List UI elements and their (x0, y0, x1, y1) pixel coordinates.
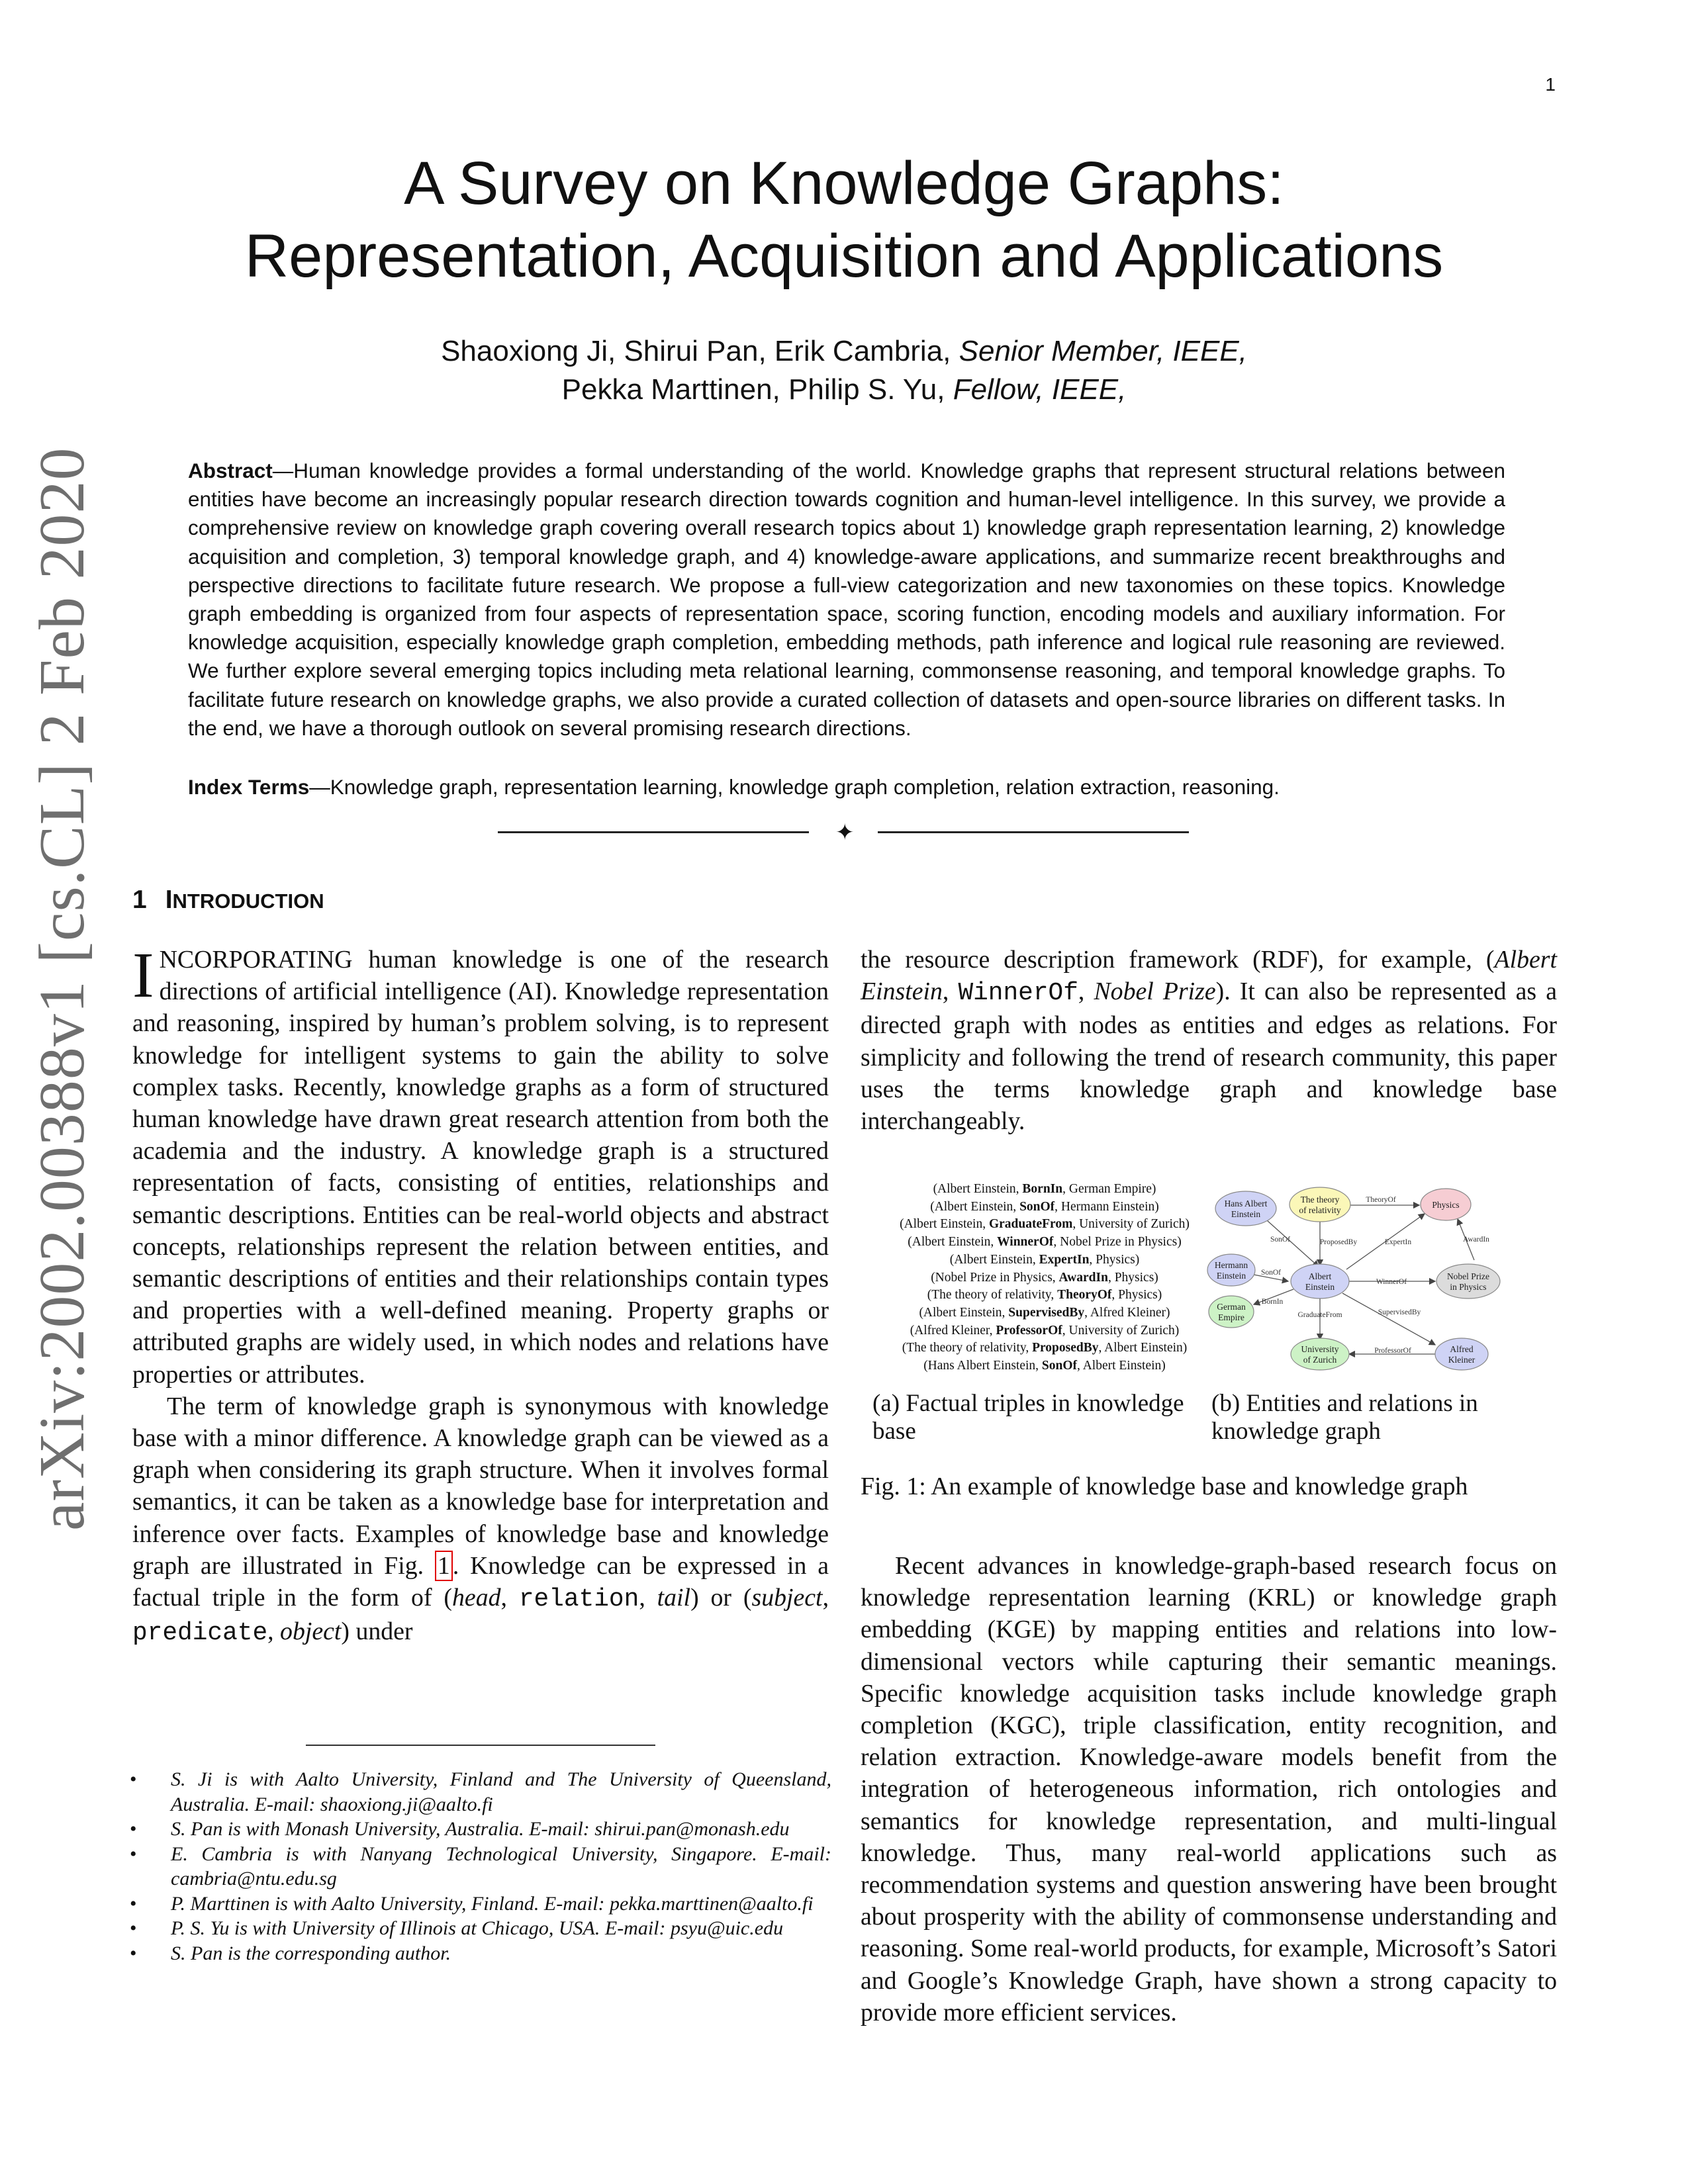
triple-head: (The theory of relativity, (927, 1288, 1058, 1302)
authors-names-1: Shaoxiong Ji, Shirui Pan, Erik Cambria, (441, 335, 951, 367)
triple-relation: ProposedBy (1032, 1341, 1099, 1355)
footnote-list (130, 1767, 831, 1966)
node-text: University (1301, 1344, 1339, 1354)
triple-relation: ExpertIn (1039, 1252, 1090, 1267)
p2-object: object (280, 1617, 342, 1646)
triple-head: (Albert Einstein, (930, 1199, 1020, 1214)
triple-tail: , Nobel Prize in Physics) (1053, 1235, 1182, 1250)
footnote-rule (306, 1745, 655, 1746)
title-line-2: Representation, Acquisition and Applications (244, 222, 1444, 290)
triple-head: (Albert Einstein, (900, 1217, 989, 1232)
intro-paragraph-1 (132, 940, 829, 1390)
triple-head: (Hans Albert Einstein, (923, 1359, 1042, 1373)
rdf-sep-1: , (942, 978, 959, 1006)
node-text: Alfred (1450, 1344, 1474, 1354)
node-hermann (1207, 1254, 1255, 1286)
divider-line-right (878, 831, 1189, 833)
triple-head: (Albert Einstein, (908, 1235, 998, 1250)
footnote-item: • S. Pan is the corresponding author. (130, 1941, 831, 1966)
node-text: Nobel Prize (1446, 1271, 1490, 1281)
divider-line-left (498, 831, 809, 833)
triple-head: (Albert Einstein, (933, 1182, 1023, 1196)
rdf-text-a: the resource description framework (RDF), for example, ( (861, 946, 1495, 974)
triple-relation: TheoryOf (1057, 1288, 1112, 1302)
triple-tail: , Alfred Kleiner) (1084, 1305, 1170, 1320)
p2-sep-1: , (500, 1584, 519, 1612)
footnotes (130, 1767, 831, 1966)
edge-label-professor-of: ProfessorOf (1374, 1347, 1411, 1355)
triple-relation: SupervisedBy (1008, 1305, 1085, 1320)
authors-line-1 (0, 332, 1688, 371)
rdf-text-b: ). It can also be represented as a directed graph with nodes as entities and edges as relations. For simplicity and following the trend of research community, this paper uses the terms knowledge graph and knowledge base interchangeably. (861, 978, 1557, 1136)
node-text: Hans Albert (1224, 1199, 1268, 1208)
triple-row (872, 1199, 1217, 1216)
node-text: Einstein (1231, 1209, 1261, 1219)
edge-label-graduate-from: GraduateFrom (1297, 1311, 1342, 1319)
page-number: 1 (1545, 74, 1556, 95)
triple-relation: BornIn (1022, 1182, 1063, 1196)
node-text: of relativity (1299, 1205, 1341, 1215)
abstract-text: —Human knowledge provides a formal understanding of the world. Knowledge graphs that represent structural relations between entities have become an increasingly popular research direction towards cognition and human-level intelligence. In this survey, we provide a comprehensive review on knowledge graph covering overall research topics about 1) knowledge graph representation learning, 2) knowledge acquisition and completion, 3) temporal knowledge graph, and 4) knowledge-aware applications, and summarize recent breakthroughs and perspective directions to facilitate future research. We propose a full-view categorization and new taxonomies on these topics. Knowledge graph embedding is organized from four aspects of representation space, scoring function, encoding models and auxiliary information. For knowledge acquisition, especially knowledge graph completion, embedding methods, path inference and logical rule reasoning are reviewed. We further explore several emerging topics including meta relational learning, commonsense reasoning, and temporal knowledge graphs. To facilitate future research on knowledge graphs, we also provide a curated collection of datasets and open-source libraries on different tasks. In the end, we have a thorough outlook on several promising research directions. (188, 459, 1505, 740)
triple-row (872, 1181, 1217, 1199)
authors-line-2 (0, 371, 1688, 409)
p2-text-d: ) under (341, 1617, 413, 1646)
intro-smallcaps: NCORPORATING (159, 946, 353, 974)
edge-supervised-by (1342, 1293, 1435, 1345)
node-text: Albert (1308, 1271, 1332, 1281)
p2-sep-3: , (822, 1584, 829, 1612)
rdf-relation: WinnerOf (958, 979, 1078, 1008)
triple-tail: , University of Zurich) (1072, 1217, 1190, 1232)
triple-relation: WinnerOf (997, 1235, 1054, 1250)
divider-diamond-icon: ✦ (835, 821, 855, 845)
dropcap: I (132, 940, 154, 1011)
triple-head: (Nobel Prize in Physics, (931, 1270, 1059, 1285)
edge-label-award-in: AwardIn (1463, 1236, 1489, 1244)
edge-label-son-of-1: SonOf (1270, 1236, 1291, 1244)
paper-title (0, 147, 1688, 293)
rdf-entity-2: Nobel Prize (1094, 978, 1216, 1006)
node-theory-of-relativity (1289, 1187, 1350, 1222)
p2-text-a: The term of knowledge graph is synonymous with knowledge base with a minor difference. A knowledge graph can be viewed as a graph when considering its graph structure. When it involves formal semantics, it can be taken as a knowledge base for interpretation and inference over facts. Examples of knowledge base and knowledge graph are illustrated in Fig. (132, 1392, 829, 1580)
node-university-zurich (1291, 1338, 1349, 1370)
node-text: Hermann (1214, 1260, 1248, 1270)
edge-label-proposed-by: ProposedBy (1319, 1238, 1358, 1246)
triple-relation: GraduateFrom (988, 1217, 1073, 1232)
rdf-entity-1: Albert Einstein (861, 946, 1557, 1006)
triple-row (872, 1287, 1217, 1304)
node-albert (1291, 1264, 1349, 1298)
footnote-item: • S. Pan is with Monash University, Australia. E-mail: shirui.pan@monash.edu (130, 1817, 831, 1842)
triple-row (872, 1322, 1217, 1340)
abstract (188, 457, 1505, 743)
triple-row (872, 1234, 1217, 1251)
abstract-label: Abstract (188, 459, 273, 482)
triple-relation: AwardIn (1058, 1270, 1108, 1285)
right-column-bottom (861, 1550, 1557, 2028)
figure-1a-triples (872, 1181, 1217, 1375)
triple-tail: , Hermann Einstein) (1055, 1199, 1159, 1214)
triple-head: (Albert Einstein, (919, 1305, 1009, 1320)
title-line-1: A Survey on Knowledge Graphs: (404, 150, 1284, 217)
footnote-item: • P. Marttinen is with Aalto University, Finland. E-mail: pekka.marttinen@aalto.fi (130, 1891, 831, 1917)
triple-tail: , University of Zurich) (1062, 1323, 1180, 1338)
edge-label-son-of-2: SonOf (1260, 1269, 1282, 1277)
triple-relation: SonOf (1041, 1359, 1078, 1373)
node-text: Empire (1218, 1312, 1244, 1322)
figure-1b-knowledge-graph (1206, 1175, 1550, 1386)
p2-tail: tail (657, 1584, 691, 1612)
figure-1-caption: Fig. 1: An example of knowledge base and knowledge graph (861, 1473, 1468, 1500)
left-column (132, 940, 829, 1649)
p2-text-c: ) or ( (690, 1584, 752, 1612)
triple-head: (Albert Einstein, (949, 1252, 1039, 1267)
section-title-rest: NTRODUCTION (172, 889, 324, 913)
node-text: The theory (1300, 1195, 1340, 1205)
authors-role-1: Senior Member, IEEE, (959, 335, 1247, 367)
figure-1b-caption: (b) Entities and relations in knowledge graph (1211, 1390, 1478, 1445)
triple-tail: , German Empire) (1062, 1182, 1156, 1196)
index-terms (188, 773, 1505, 801)
node-alfred-kleiner (1435, 1338, 1488, 1370)
author-list (0, 332, 1688, 409)
triple-tail: , Albert Einstein) (1077, 1359, 1166, 1373)
edge-label-supervised-by: SupervisedBy (1378, 1308, 1421, 1316)
p2-sep-2: , (639, 1584, 657, 1612)
triple-relation: SonOf (1019, 1199, 1055, 1214)
section-heading (132, 886, 324, 915)
section-number: 1 (132, 886, 147, 914)
node-text: Kleiner (1448, 1355, 1476, 1365)
intro-paragraph-2 (132, 1390, 829, 1650)
node-text: Einstein (1305, 1282, 1335, 1292)
triple-tail: , Physics) (1089, 1252, 1140, 1267)
rdf-paragraph (861, 944, 1557, 1137)
edge-label-expert-in: ExpertIn (1384, 1238, 1412, 1246)
triple-row (872, 1340, 1217, 1357)
p2-head: head (452, 1584, 501, 1612)
figure-1-link[interactable]: 1 (435, 1551, 453, 1581)
p2-subject: subject (751, 1584, 823, 1612)
triple-tail: , Physics) (1107, 1270, 1158, 1285)
intro-p1-text: human knowledge is one of the research directions of artificial intelligence (AI). Knowledge representation and reasoning, inspired by human’s problem solving, is to represent knowledge for intelligent systems to gain the ability to solve complex tasks. Recently, knowledge graphs as a form of structured human knowledge have drawn great research attention from both the academia and the industry. A knowledge graph is a structured representation of facts, consisting of entities, relationships and semantic descriptions. Entities can be real-world objects and abstract concepts, relationships represent the relation between entities, and semantic descriptions of entities and their relationships contain types and properties with a well-defined meaning. Property graphs or attributed graphs are widely used, in which nodes and relations have properties or attributes. (132, 946, 829, 1388)
section-divider (498, 819, 1192, 846)
section-title-first: I (165, 886, 173, 914)
node-german-empire (1209, 1296, 1254, 1328)
index-terms-label: Index Terms (188, 775, 310, 799)
triple-relation: ProfessorOf (996, 1323, 1062, 1338)
p2-text-b: . Knowledge can be expressed in a factual triple in the form of ( (132, 1551, 829, 1612)
index-terms-text: —Knowledge graph, representation learning, knowledge graph completion, relation extraction, reasoning. (309, 775, 1280, 799)
triple-head: (The theory of relativity, (902, 1341, 1033, 1355)
triple-row (872, 1216, 1217, 1234)
node-nobel-prize (1436, 1264, 1500, 1298)
edge-son-of-hans (1267, 1220, 1319, 1267)
footnote-item: • E. Cambria is with Nanyang Technological University, Singapore. E-mail: cambria@ntu.edu.sg (130, 1842, 831, 1891)
edge-label-born-in: BornIn (1261, 1298, 1284, 1306)
edge-label-winner-of: WinnerOf (1376, 1278, 1407, 1286)
node-text: in Physics (1450, 1282, 1487, 1292)
p2-predicate: predicate (132, 1619, 268, 1648)
footnote-item: • P. S. Yu is with University of Illinois at Chicago, USA. E-mail: psyu@uic.edu (130, 1916, 831, 1941)
triple-row (872, 1269, 1217, 1287)
rdf-sep-2: , (1078, 978, 1094, 1006)
p2-sep-4: , (267, 1617, 281, 1646)
triple-row (872, 1304, 1217, 1322)
triple-tail: , Physics) (1111, 1288, 1162, 1302)
triple-row (872, 1251, 1217, 1269)
advances-paragraph: Recent advances in knowledge-graph-based research focus on knowledge representation learning (KRL) or knowledge graph embedding (KGE) by mapping entities and relations into low-dimensional vectors while capturing their semantic meanings. Specific knowledge acquisition tasks include knowledge graph completion (KGC), triple classification, entity recognition, and relation extraction. Knowledge-aware models benefit from the integration of heterogeneous information, rich ontologies and semantics for knowledge representation, and multi-lingual knowledge. Thus, many real-world applications such as recommendation systems and question answering have been brought about prosperity with the ability of commonsense understanding and reasoning. Some real-world products, for example, Microsoft’s Satori and Google’s Knowledge Graph, have shown a strong capacity to provide more efficient services. (861, 1552, 1557, 2026)
figure-1a-caption: (a) Factual triples in knowledge base (872, 1390, 1184, 1445)
arxiv-stamp: arXiv:2002.00388v1 [cs.CL] 2 Feb 2020 (26, 447, 98, 1531)
footnote-item: • S. Ji is with Aalto University, Finland and The University of Queensland, Australia. E-mail: shaoxiong.ji@aalto.fi (130, 1767, 831, 1817)
authors-role-2: Fellow, IEEE, (953, 373, 1127, 406)
triple-head: (Alfred Kleiner, (910, 1323, 996, 1338)
p2-relation: relation (518, 1586, 639, 1614)
node-text: of Zurich (1303, 1355, 1337, 1365)
triple-row (872, 1357, 1217, 1375)
triple-tail: , Albert Einstein) (1098, 1341, 1188, 1355)
node-text: Einstein (1216, 1271, 1246, 1281)
right-column-top (861, 944, 1557, 1137)
node-text: Physics (1432, 1200, 1460, 1210)
node-text: German (1217, 1302, 1246, 1312)
node-hans-albert (1215, 1191, 1276, 1226)
authors-names-2: Pekka Marttinen, Philip S. Yu, (561, 373, 945, 406)
edge-label-theory-of: TheoryOf (1366, 1196, 1396, 1204)
